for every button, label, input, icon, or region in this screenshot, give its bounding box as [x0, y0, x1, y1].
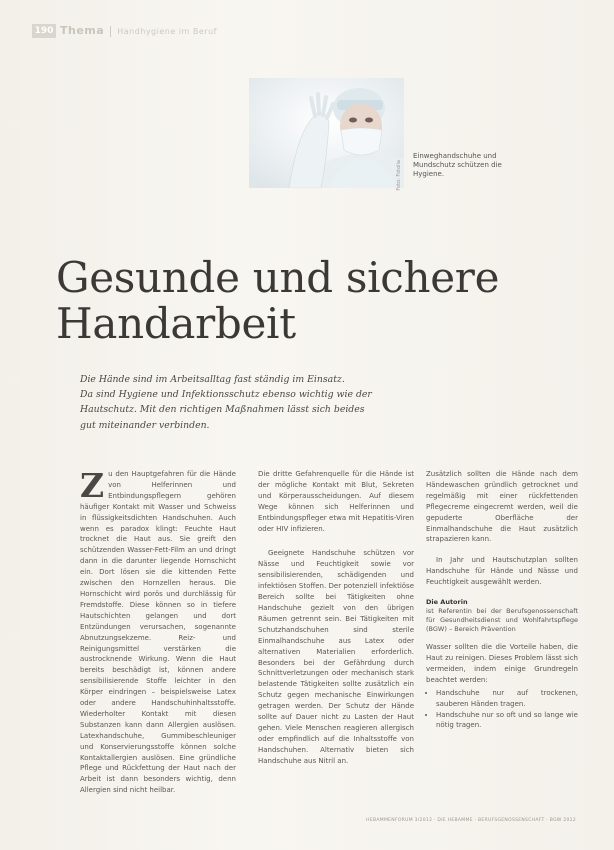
photo-caption: Einweghandschuhe und Mundschutz schützen die Hygiene.	[413, 152, 502, 178]
lead-line: gut miteinander verbinden.	[80, 419, 210, 431]
body-column-3	[426, 469, 578, 731]
title-line-1: Gesunde und sichere	[56, 253, 500, 302]
author-box-title: Die Autorin	[426, 598, 468, 607]
lead-line: Hautschutz. Mit den richtigen Maßnahmen lässt sich beides	[80, 404, 365, 416]
page-number: 190	[32, 24, 56, 38]
photo-credit: Foto: Fotolia	[396, 160, 402, 191]
body-paragraph: Zusätzlich sollten die Hände nach dem Händewaschen gründlich getrocknet und regelmäßig mit einer rückfettenden Pflegecreme eingecremt werden, weil die gepuderte Oberfläche der Einmalhandschuhe die Haut zusätzlich strapazieren kann.	[426, 470, 578, 544]
article-lead	[80, 372, 375, 433]
body-paragraph: In Jahr und Hautschutzplan sollten Handschuhe für Hände und Nässe und Feuchtigkeit ausgewählt werden.	[426, 556, 578, 587]
list-item: • Handschuhe nur so oft und so lange wie nötig tragen.	[436, 710, 578, 732]
body-paragraph: u den Hauptgefahren für die Hände von Helferinnen und Entbindungspflegern gehören häufiger Kontakt mit Wasser und Schweiss in flüssigkeitsdichten Handschuhen. Auch wenn es paradox klingt: Feuchte Haut trocknet die Haut aus. Sie greift den schützenden Wasser-Fett-Film an und dringt dann in die darunter liegende Hornschicht ein. Dort lösen sie die kittenden Fette zwischen den Hornzellen heraus. Die Hornschicht wird porös und durchlässig für Fremdstoffe. Diese können so in tiefere Hautschichten gelangen und dort Entzündungen verursachen, sogenannte Abnutzungsekzeme. Reiz- und Reinigungsmittel verstärken die austrocknende Wirkung. Wenn die Haut bereits beschädigt ist, können andere sensibilisierende Stoffe leichter in den Körper eindringen – beispielsweise Latex oder andere Handschuhinhaltsstoffe. Wiederholter Kontakt mit diesen Substanzen kann dann Allergien auslösen. Latexhandschuhe, Gummibeschleuniger und Konservierungsstoffe können solche Kontaktallergien auslösen. Eine gründliche Pflege und Rückfettung der Haut nach der Arbeit ist dann besonders wichtig, denn Allergien sind nicht heilbar.	[80, 470, 236, 795]
lead-line: Die Hände sind im Arbeitsalltag fast ständig im Einsatz.	[80, 374, 345, 385]
lead-line: Da sind Hygiene und Infektionsschutz ebenso wichtig wie der	[80, 389, 372, 401]
article-title	[56, 255, 499, 347]
rules-list	[426, 688, 578, 732]
body-paragraph: Die dritte Gefahrenquelle für die Hände ist der mögliche Kontakt mit Blut, Sekreten und Körperausscheidungen. Auf diesem Wege können sich Helferinnen und Entbindungspfleger etwa mit Hepatitis-Viren oder HIV infizieren.	[258, 470, 414, 533]
list-item: • Handschuhe nur auf trockenen, sauberen Händen tragen.	[436, 688, 578, 710]
article-photo	[249, 78, 404, 188]
section-subtitle: Handhygiene im Beruf	[117, 27, 217, 36]
body-column-1	[80, 466, 236, 796]
doctor-with-gloves-image	[249, 78, 404, 188]
author-box-text: ist Referentin bei der Berufsgenossenschaft für Gesundheitsdienst und Wohlfahrtspflege (BGW) – Bereich Prävention	[426, 607, 578, 634]
body-paragraph: Wasser sollten die die Vorteile haben, die Haut zu reinigen. Dieses Problem lässt sich vermeiden, indem einige Grundregeln beachtet werden:	[426, 643, 578, 684]
body-paragraph: Geeignete Handschuhe schützen vor Nässe und Feuchtigkeit sowie vor sensibilisierenden, schädigenden und infektiösen Stoffen. Der potenziell infektiöse Bereich sollte bei Tätigkeiten ohne Handschuhe gezielt von den übrigen Räumen getrennt sein. Bei Tätigkeiten mit Schutzhandschuhen sind sterile Einmalhandschuhe aus Latex oder alternativen Materialien erforderlich. Besonders bei der Gefährdung durch Schnittverletzungen oder mechanisch stark belastende Tätigkeiten sollte zusätzlich ein Schutz gegen mechanische Einwirkungen getragen werden. Der Schutz der Hände sollte auf Dauer nicht zu Lasten der Haut gehen. Viele Menschen reagieren allergisch oder empfindlich auf die Inhaltsstoffe von Handschuhen. Alternativ bieten sich Handschuhe aus Nitril an.	[258, 549, 414, 765]
header-divider	[110, 26, 111, 37]
page-footer: HEBAMMENFORUM 3/2012 · DIE HEBAMME · BERUFSGENOSSENSCHAFT · BGW 2012	[366, 818, 576, 823]
drop-cap: Z	[80, 466, 105, 505]
section-header	[60, 24, 217, 37]
section-title: Thema	[60, 24, 105, 37]
title-line-2: Handarbeit	[56, 299, 296, 348]
body-column-2	[258, 469, 414, 777]
